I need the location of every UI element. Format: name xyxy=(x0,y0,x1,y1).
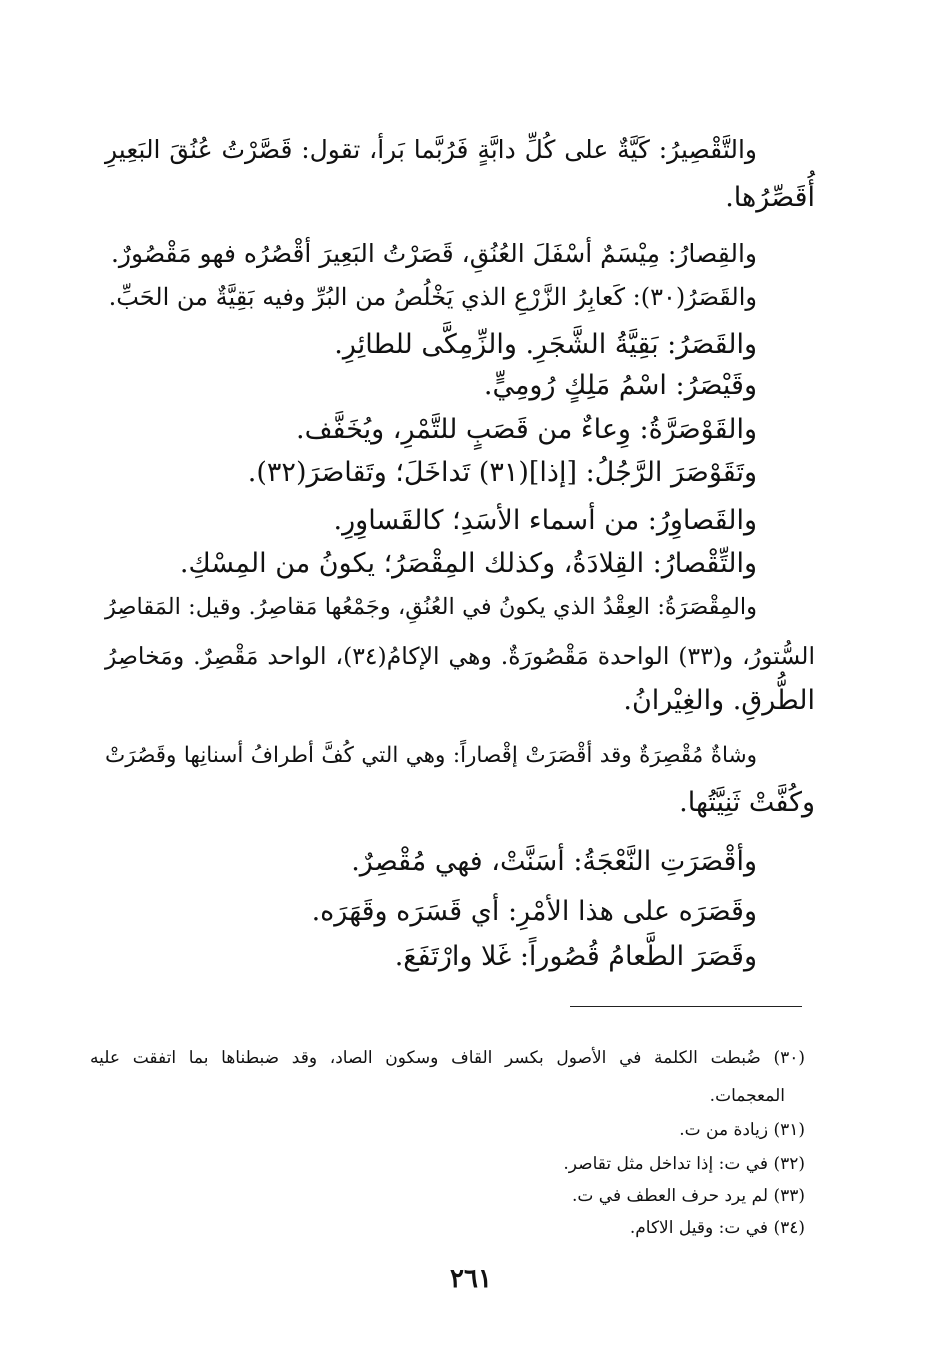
entry-line: والقَصَرُ: بَقِيَّةُ الشَّجَرِ. والزِّمِكَّى للطائِرِ. xyxy=(334,329,757,360)
entry-line: والتَّقْصِيرُ: كَيَّةٌ على كُلِّ دابَّةٍ فَرُبَّما بَرأ، تقول: قَصَّرْتُ عُنُقَ البَعِيرِ xyxy=(105,135,757,164)
page-number: ٢٦١ xyxy=(450,1264,492,1294)
footnote-separator xyxy=(570,1006,802,1007)
footnote: (٣٠) ضُبطت الكلمة في الأصول بكسر القاف وسكون الصاد، وقد ضبطناها بما اتفقت عليه xyxy=(90,1048,805,1068)
entry-line: وقَيْصَرُ: اسْمُ مَلِكٍ رُومِيٍّ. xyxy=(483,370,757,401)
entry-line: والمِقْصَرَةُ: العِقْدُ الذي يكونُ في العُنُقِ، وجَمْعُها مَقاصِرُ. وقيل: المَقاصِرُ xyxy=(105,594,757,620)
entry-line: السُّتورُ، و(٣٣) الواحدة مَقْصُورَةٌ. وهي الإكامُ(٣٤)، الواحد مَقْصِرٌ. ومَخاصِرُ xyxy=(105,642,815,670)
footnote: (٣٤) في ت: وقيل الاكام. xyxy=(629,1218,805,1238)
entry-line: وقَصَرَ الطَّعامُ قُصُوراً: غَلا وارْتَفَعَ. xyxy=(394,941,757,972)
entry-line: وكُفَّتْ ثَنِيَّتُها. xyxy=(679,787,815,818)
entry-line: والقَصَرُ(٣٠): كَعابِرُ الزَّرْعِ الذي يَخْلُصُ من البُرِّ وفيه بَقِيَّةٌ من الحَبِّ. xyxy=(108,283,757,311)
entry-line: وتَقَوْصَرَ الرَّجُلُ: [إذا](٣١) تَداخَلَ؛ وتَقاصَرَ(٣٢). xyxy=(247,457,757,488)
entry-line: وأقْصَرَتِ النَّعْجَةُ: أسَنَّتْ، فهي مُقْصِرٌ. xyxy=(351,846,757,877)
footnote: (٣٣) لم يرد حرف العطف في ت. xyxy=(572,1186,805,1206)
footnote: (٣١) زيادة من ت. xyxy=(679,1120,805,1140)
entry-line: والقَوْصَرَّةُ: وِعاءٌ من قَصَبٍ للتَّمْرِ، ويُخَفَّف. xyxy=(296,414,757,445)
entry-line: أُقَصِّرُها. xyxy=(725,182,815,213)
footnote: (٣٢) في ت: إذا تداخل مثل تقاصر. xyxy=(563,1154,805,1174)
footnote: المعجمات. xyxy=(709,1086,785,1106)
entry-line: الطُّرقِ. والغِيْرانُ. xyxy=(623,685,815,716)
entry-line: والتِّقْصارُ: القِلادَةُ، وكذلك المِقْصَرُ؛ يكونُ من المِسْكِ. xyxy=(179,548,757,579)
entry-line: وشاةٌ مُقْصِرَةٌ وقد أقْصَرَتْ إقْصاراً: وهي التي كُفَّ أطرافُ أسنانِها وقَصُرَتْ xyxy=(105,743,757,768)
entry-line: وقَصَرَه على هذا الأمْرِ: أي قَسَرَه وقَهَرَه. xyxy=(311,896,757,927)
entry-line: والقَصاوِرُ: من أسماء الأسَدِ؛ كالقَساوِرِ. xyxy=(333,505,757,536)
entry-line: والقِصارُ: مِيْسَمٌ أسْفَلَ العُنُقِ، قَصَرْتُ البَعِيرَ أقْصُرُه فهو مَقْصُورٌ. xyxy=(110,239,757,268)
